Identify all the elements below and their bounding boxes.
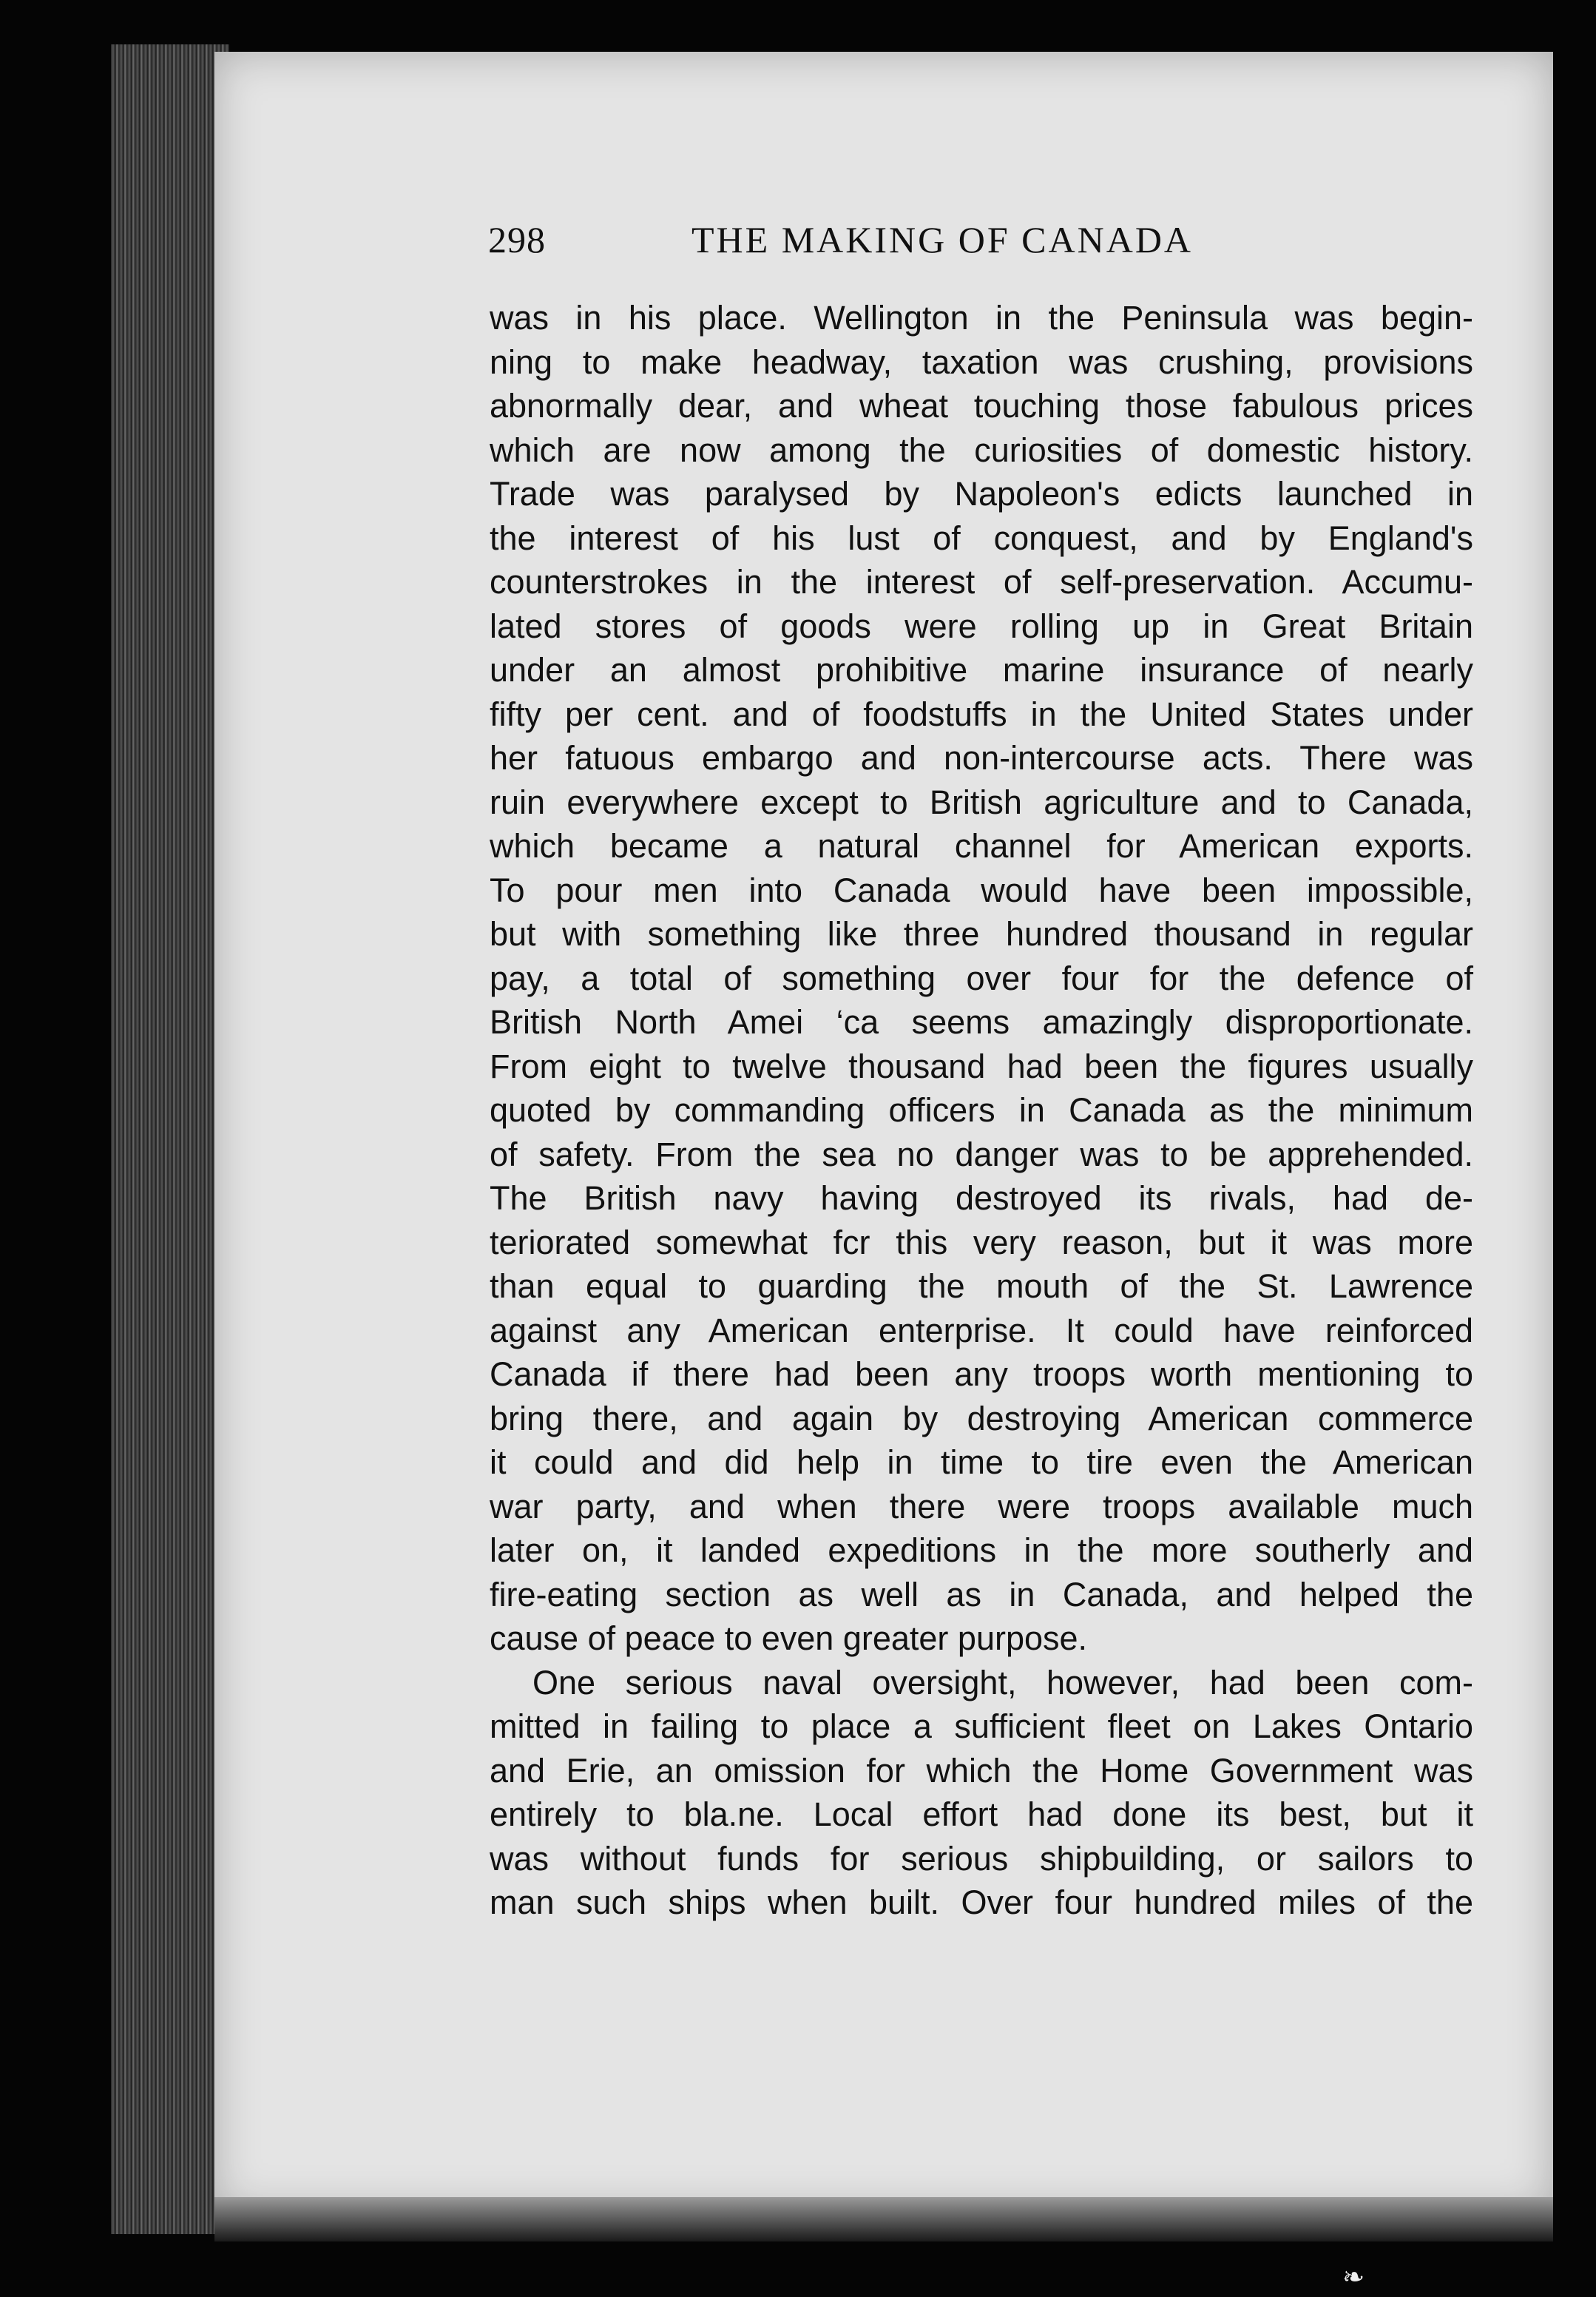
text-line: the interest of his lust of conquest, and by England's [490,519,1473,557]
text-line: lated stores of goods were rolling up in Great Britain [490,607,1473,645]
text-line: teriorated somewhat fcr this very reason, but it was more [490,1223,1473,1261]
text-line: Trade was paralysed by Napoleon's edicts launched in [490,475,1473,513]
text-line: Canada if there had been any troops worth mentioning to [490,1355,1473,1393]
book-page-edges [111,44,229,2234]
text-line: man such ships when built. Over four hundred miles of the [490,1883,1473,1921]
text-line: bring there, and again by destroying American commerce [490,1399,1473,1437]
text-line: it could and did help in time to tire even the American [490,1443,1473,1481]
text-line: ning to make headway, taxation was crushing, provisions [490,343,1473,381]
text-line: against any American enterprise. It could have reinforced [490,1311,1473,1349]
running-head [488,218,1257,277]
text-line: fifty per cent. and of foodstuffs in the United States under [490,695,1473,733]
text-line: which are now among the curiosities of domestic history. [490,431,1473,469]
text-line: than equal to guarding the mouth of the St. Lawrence [490,1267,1473,1305]
page-bottom-shadow [214,2197,1553,2242]
text-line: mitted in failing to place a sufficient fleet on Lakes Ontario [490,1707,1473,1745]
text-line: counterstrokes in the interest of self-preservation. Accumu- [490,563,1473,601]
text-line: and Erie, an omission for which the Home Government was [490,1751,1473,1790]
text-line: quoted by commanding officers in Canada as the minimum [490,1091,1473,1129]
text-line: fire-eating section as well as in Canada, and helped the [490,1575,1473,1613]
text-line: under an almost prohibitive marine insurance of nearly [490,651,1473,689]
text-line: but with something like three hundred thousand in regular [490,915,1473,953]
text-line: her fatuous embargo and non-intercourse acts. There was [490,739,1473,777]
text-line: entirely to bla.ne. Local effort had done its best, but it [490,1795,1473,1833]
text-line: The British navy having destroyed its rivals, had de- [490,1179,1473,1217]
text-line: ruin everywhere except to British agriculture and to Canada, [490,783,1473,821]
page-number: 298 [488,219,546,260]
running-title: THE MAKING OF CANADA [692,219,1194,260]
text-line: abnormally dear, and wheat touching those fabulous prices [490,387,1473,425]
text-line: which became a natural channel for American exports. [490,827,1473,865]
text-line: pay, a total of something over four for the defence of [490,959,1473,997]
text-line: One serious naval oversight, however, had been com- [532,1663,1473,1701]
text-line: of safety. From the sea no danger was to be apprehended. [490,1135,1473,1173]
text-line: From eight to twelve thousand had been the figures usually [490,1047,1473,1085]
paragraph-1 [490,296,1473,1661]
text-line: British North Amei ‘ca seems amazingly disproportionate. [490,1003,1473,1041]
text-line: was without funds for serious shipbuilding, or sailors to [490,1839,1473,1878]
text-line: To pour men into Canada would have been impossible, [490,871,1473,909]
text-line: cause of peace to even greater purpose. [490,1619,1088,1657]
paragraph-2 [490,1661,1473,1925]
scan-artifact-mark: ❧ [1342,2262,1365,2293]
text-line: war party, and when there were troops available much [490,1487,1473,1525]
body-text [490,296,1473,1925]
text-line: was in his place. Wellington in the Peninsula was begin- [490,299,1473,337]
text-line: later on, it landed expeditions in the more southerly and [490,1531,1473,1569]
